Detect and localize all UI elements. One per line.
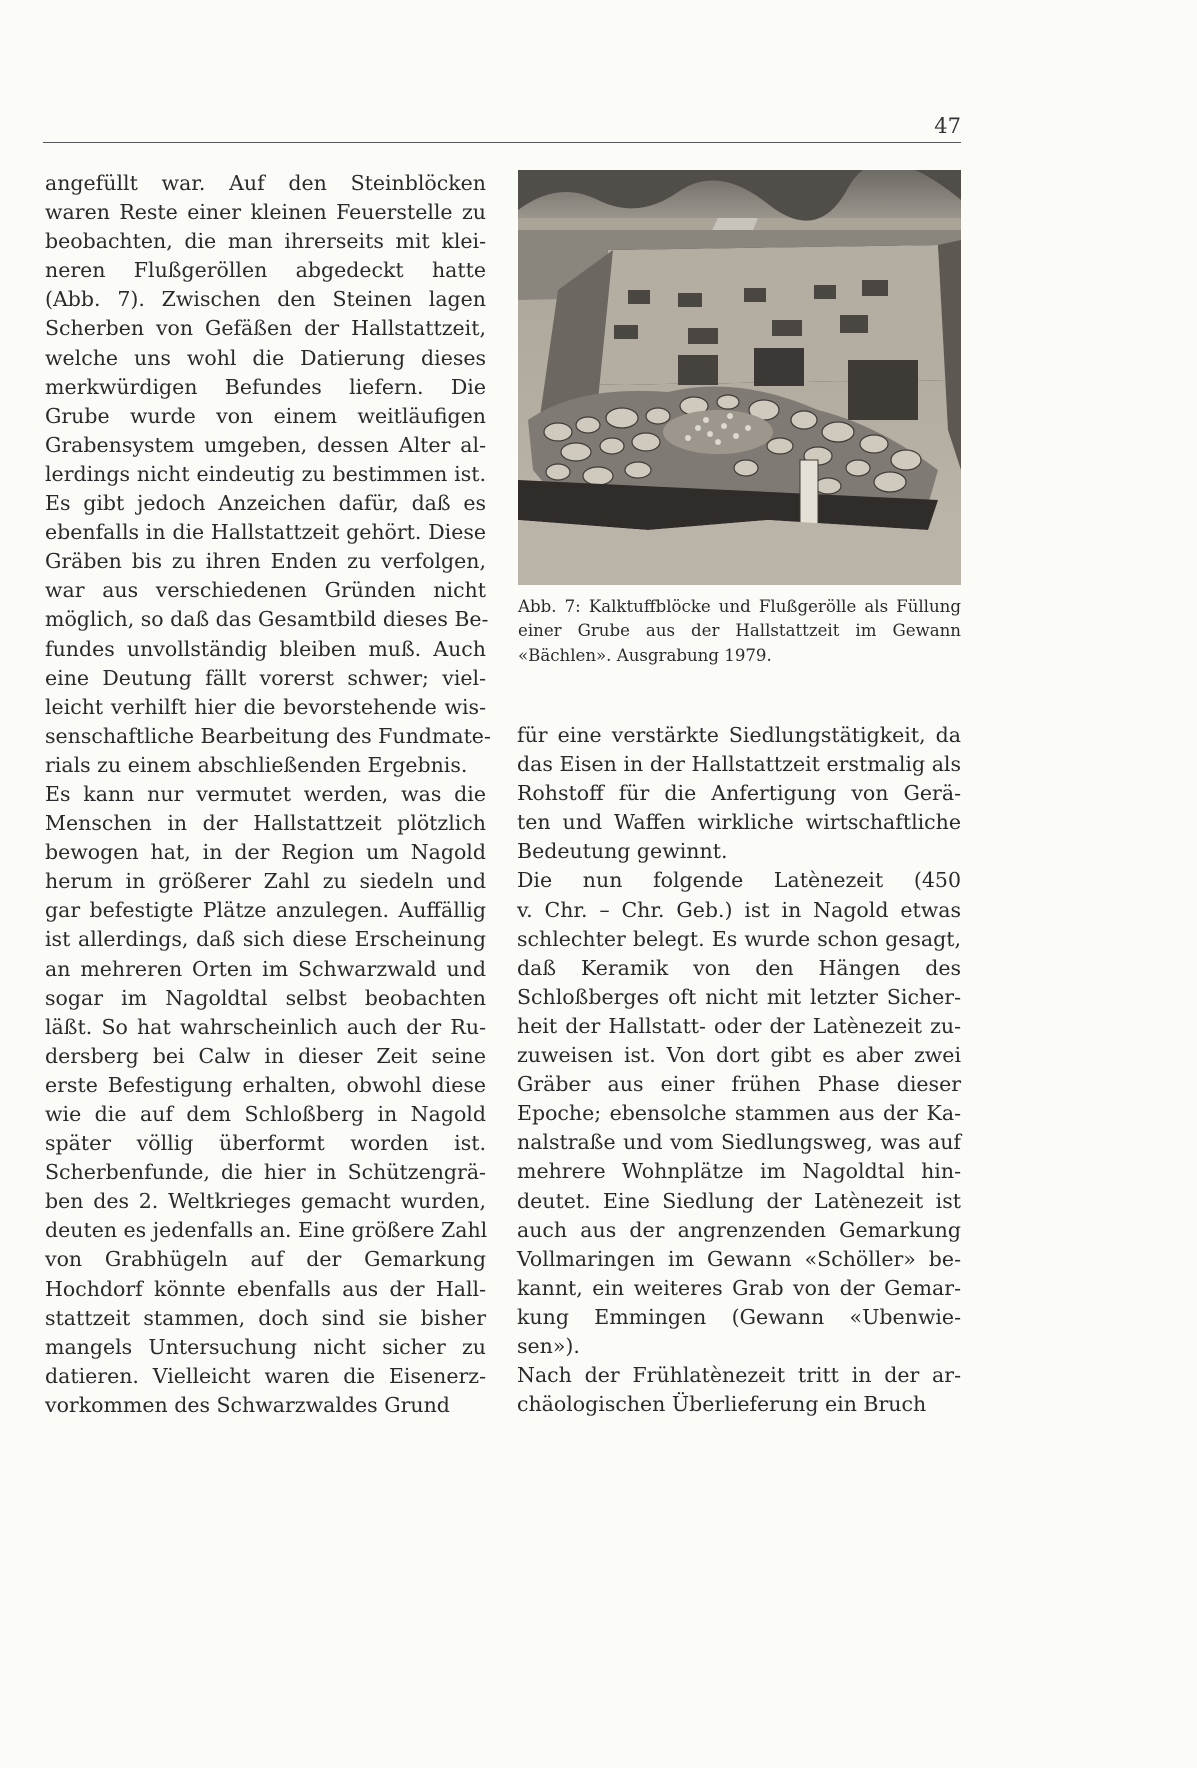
text-line: an mehreren Orten im Schwarzwald und [45,956,486,981]
text-line: dersberg bei Calw in dieser Zeit seine [45,1043,486,1068]
text-line: zuweisen ist. Von dort gibt es aber zwei [517,1043,961,1068]
text-line: möglich, so daß das Gesamtbild dieses Be- [45,607,489,632]
text-line: Abb. 7: Kalktuffblöcke und Flußgerölle als Füllung [518,597,961,616]
text-line: eine Deutung fällt vorerst schwer; viel- [45,665,486,690]
text-line: Schloßberges oft nicht mit letzter Sicher- [517,984,961,1009]
text-line: fundes unvollständig bleiben muß. Auch [45,636,486,661]
text-line: auch aus der angrenzenden Gemarkung [517,1217,961,1242]
text-line: Gräber aus einer frühen Phase dieser [517,1072,961,1097]
text-line: Rohstoff für die Anfertigung von Gerä- [517,781,961,806]
text-line: Hochdorf könnte ebenfalls aus der Hall- [45,1276,486,1301]
text-line: bewogen hat, in der Region um Nagold [45,840,486,865]
page-number: 47 [934,114,961,138]
left-text-column [45,169,491,1420]
header-rule [43,142,961,143]
text-line: senschaftliche Bearbeitung des Fundmate- [45,723,491,748]
text-line: v. Chr. – Chr. Geb.) ist in Nagold etwas [517,897,961,922]
text-line: war aus verschiedenen Gründen nicht [45,578,486,603]
text-line: kannt, ein weiteres Grab von der Gemar- [517,1275,961,1300]
text-line: stattzeit stammen, doch sind sie bisher [45,1305,486,1330]
text-line: Scherbenfunde, die hier in Schützengrä- [45,1160,486,1185]
text-line: für eine verstärkte Siedlungstätigkeit, da [517,723,961,747]
text-line: waren Reste einer kleinen Feuerstelle zu [45,200,486,225]
text-line: herum in größerer Zahl zu siedeln und [45,869,486,894]
text-line: deutet. Eine Siedlung der Latènezeit ist [517,1188,961,1213]
text-line: von Grabhügeln auf der Gemarkung [45,1247,486,1272]
text-line: beobachten, die man ihrerseits mit klei- [45,229,486,254]
text-line: daß Keramik von den Hängen des [517,955,961,980]
figure-caption [518,595,961,668]
text-line: ist allerdings, daß sich diese Erscheinung [45,927,486,952]
excavation-photo [518,170,961,585]
text-line: ebenfalls in die Hallstattzeit gehört. Diese [45,520,486,545]
text-line: Die nun folgende Latènezeit (450 [517,868,961,893]
text-line: datieren. Vielleicht waren die Eisenerz- [45,1363,486,1388]
text-line: vorkommen des Schwarzwaldes Grund [45,1392,450,1417]
text-line: nalstraße und vom Siedlungsweg, was auf [517,1130,961,1155]
text-line: Es gibt jedoch Anzeichen dafür, daß es [45,491,486,516]
excavation-photo-drawing [518,170,961,585]
text-line: wie die auf dem Schloßberg in Nagold [45,1102,486,1126]
text-line: angefüllt war. Auf den Steinblöcken [45,171,486,195]
text-line: erste Befestigung erhalten, obwohl diese [45,1072,486,1097]
text-line: sen»). [517,1333,580,1358]
text-line: läßt. So hat wahrscheinlich auch der Ru- [45,1014,486,1039]
text-line: einer Grube aus der Hallstattzeit im Gewann [518,621,961,641]
text-line: das Eisen in der Hallstattzeit erstmalig als [517,752,961,777]
right-text-column [517,721,961,1419]
text-line: chäologischen Überlieferung ein Bruch [517,1392,927,1417]
text-line: Grube wurde von einem weitläufigen [45,403,486,428]
text-line: ben des 2. Weltkrieges gemacht wurden, [45,1189,486,1214]
text-line: rials zu einem abschließenden Ergebnis. [45,752,468,777]
text-line: neren Flußgeröllen abgedeckt hatte [45,258,486,283]
text-line: sogar im Nagoldtal selbst beobachten [45,985,486,1010]
text-line: lerdings nicht eindeutig zu bestimmen ist. [45,461,486,486]
text-line: welche uns wohl die Datierung dieses [45,345,486,370]
text-line: deuten es jedenfalls an. Eine größere Zahl [45,1218,488,1243]
text-line: (Abb. 7). Zwischen den Steinen lagen [45,287,486,312]
text-line: Grabensystem umgeben, dessen Alter al- [45,432,486,457]
text-line: später völlig überformt worden ist. [45,1131,486,1156]
text-line: Vollmaringen im Gewann «Schöller» be- [517,1246,961,1271]
text-line: mangels Untersuchung nicht sicher zu [45,1334,486,1359]
text-line: ten und Waffen wirkliche wirtschaftliche [517,810,961,835]
text-line: Nach der Frühlatènezeit tritt in der ar- [517,1363,961,1388]
text-line: Gräben bis zu ihren Enden zu verfolgen, [45,549,486,574]
text-line: Scherben von Gefäßen der Hallstattzeit, [45,316,486,341]
text-line: leicht verhilft hier die bevorstehende wis- [45,694,486,719]
text-line: mehrere Wohnplätze im Nagoldtal hin- [517,1159,961,1184]
text-line: Es kann nur vermutet werden, was die [45,781,486,806]
text-line: merkwürdigen Befundes liefern. Die [45,374,486,399]
text-line: gar befestigte Plätze anzulegen. Auffällig [45,898,486,923]
text-line: heit der Hallstatt- oder der Latènezeit zu- [517,1013,961,1038]
text-line: Bedeutung gewinnt. [517,839,728,864]
text-line: Menschen in der Hallstattzeit plötzlich [45,811,486,836]
text-line: «Bächlen». Ausgrabung 1979. [518,645,772,665]
text-line: Epoche; ebensolche stammen aus der Ka- [517,1101,961,1126]
text-line: kung Emmingen (Gewann «Ubenwie- [517,1304,961,1329]
text-line: schlechter belegt. Es wurde schon gesagt, [517,926,961,951]
